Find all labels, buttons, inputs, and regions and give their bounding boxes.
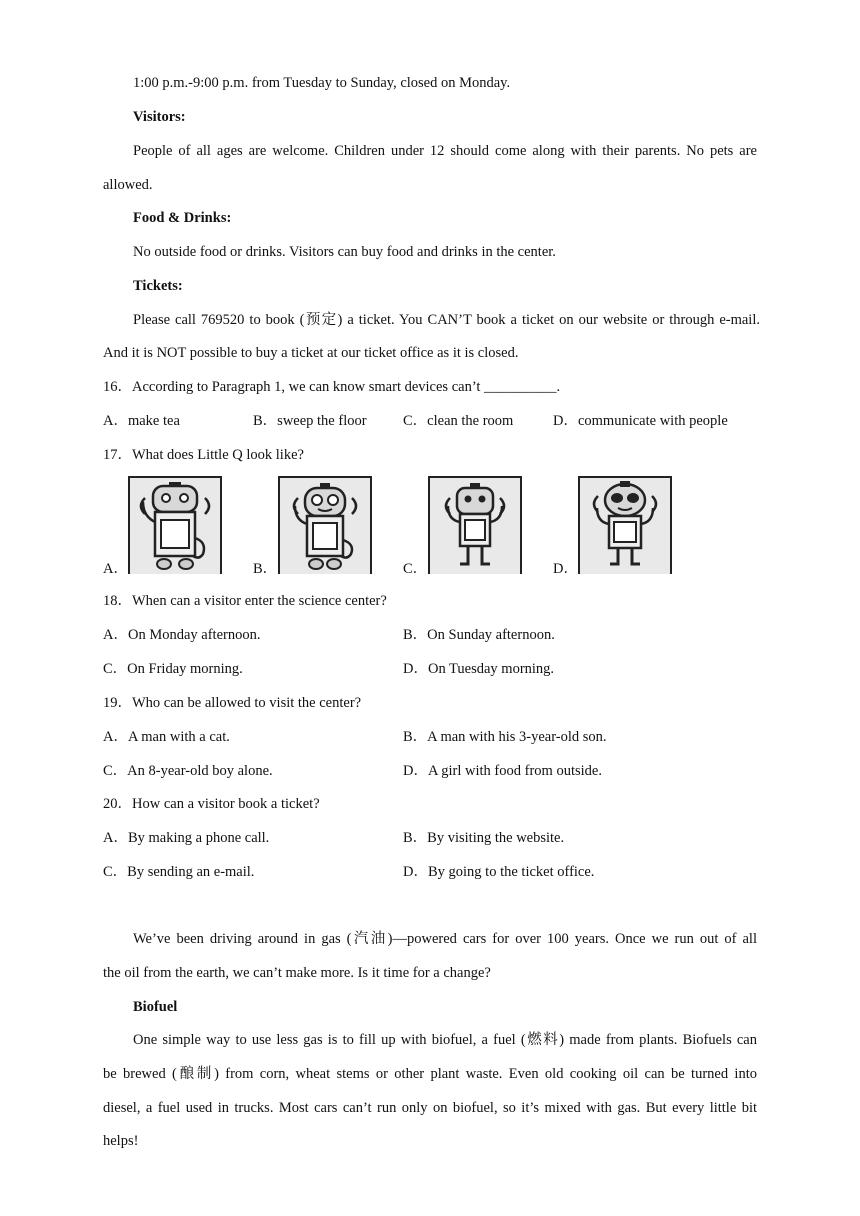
- food-text: No outside food or drinks. Visitors can buy food and drinks in the center.: [133, 244, 556, 260]
- robot-image-a: [128, 476, 222, 574]
- robot-b-icon: [280, 478, 370, 574]
- passage-p1-line-2: the oil from the earth, we can’t make more. Is it time for a change?: [103, 965, 491, 981]
- passage-p2-line-2: be brewed (酿制) from corn, wheat stems or other plant waste. Even old cooking oil can be turned into: [103, 1066, 757, 1082]
- question-17-option-d: D．: [553, 561, 578, 577]
- food-heading: Food & Drinks:: [133, 210, 232, 226]
- question-17-stem: 17．What does Little Q look like?: [103, 447, 304, 463]
- question-16-option-b: B．sweep the floor: [253, 413, 367, 429]
- question-18-option-a: A．On Monday afternoon.: [103, 627, 261, 643]
- tickets-heading: Tickets:: [133, 278, 183, 294]
- question-19-option-b: B．A man with his 3-year-old son.: [403, 729, 607, 745]
- visitors-text-line-1: People of all ages are welcome. Children under 12 should come along with their parents. No pets are: [133, 143, 757, 159]
- passage-p2-line-1: One simple way to use less gas is to fill up with biofuel, a fuel (燃料) made from plants. Biofuels can: [133, 1032, 757, 1048]
- passage-p2-line-4: helps!: [103, 1133, 139, 1149]
- robot-c-icon: [430, 478, 520, 574]
- question-16-option-d: D．communicate with people: [553, 413, 728, 429]
- question-18-option-c: C．On Friday morning.: [103, 661, 243, 677]
- question-16-option-a: A．make tea: [103, 413, 180, 429]
- robot-image-b: [278, 476, 372, 574]
- question-20-option-a: A．By making a phone call.: [103, 830, 270, 846]
- question-18-option-d: D．On Tuesday morning.: [403, 661, 555, 677]
- question-17-option-c: C．: [403, 561, 428, 577]
- question-19-option-c: C．An 8-year-old boy alone.: [103, 763, 273, 779]
- passage-p1-line-1: We’ve been driving around in gas (汽油)—powered cars for over 100 years. Once we run out of all: [133, 931, 757, 947]
- tickets-text-line-2: And it is NOT possible to buy a ticket at our ticket office as it is closed.: [103, 345, 519, 361]
- question-17-option-b: B．: [253, 561, 278, 577]
- question-16-stem: 16．According to Paragraph 1, we can know smart devices can’t __________.: [103, 379, 561, 395]
- question-20-option-c: C．By sending an e-mail.: [103, 864, 255, 880]
- hours-text: 1:00 p.m.-9:00 p.m. from Tuesday to Sunday, closed on Monday.: [133, 75, 511, 91]
- visitors-heading: Visitors:: [133, 109, 186, 125]
- visitors-text-line-2: allowed.: [103, 177, 153, 193]
- question-16-option-c: C．clean the room: [403, 413, 514, 429]
- robot-image-d: [578, 476, 672, 574]
- question-18-stem: 18．When can a visitor enter the science center?: [103, 593, 387, 609]
- question-20-option-b: B．By visiting the website.: [403, 830, 565, 846]
- question-20-stem: 20．How can a visitor book a ticket?: [103, 796, 320, 812]
- question-19-option-a: A．A man with a cat.: [103, 729, 230, 745]
- question-18-option-b: B．On Sunday afternoon.: [403, 627, 555, 643]
- robot-d-icon: [580, 478, 670, 574]
- biofuel-heading: Biofuel: [133, 999, 178, 1015]
- robot-image-c: [428, 476, 522, 574]
- passage-p2-line-3: diesel, a fuel used in trucks. Most cars can’t run only on biofuel, so it’s mixed with gas. But every little bit: [103, 1100, 757, 1116]
- robot-a-icon: [130, 478, 220, 574]
- tickets-text-line-1: Please call 769520 to book (预定) a ticket. You CAN’T book a ticket on our website or through e-mail.: [133, 312, 760, 328]
- question-20-option-d: D．By going to the ticket office.: [403, 864, 595, 880]
- question-19-stem: 19．Who can be allowed to visit the center?: [103, 695, 362, 711]
- question-17-option-a: A．: [103, 561, 128, 577]
- question-19-option-d: D．A girl with food from outside.: [403, 763, 602, 779]
